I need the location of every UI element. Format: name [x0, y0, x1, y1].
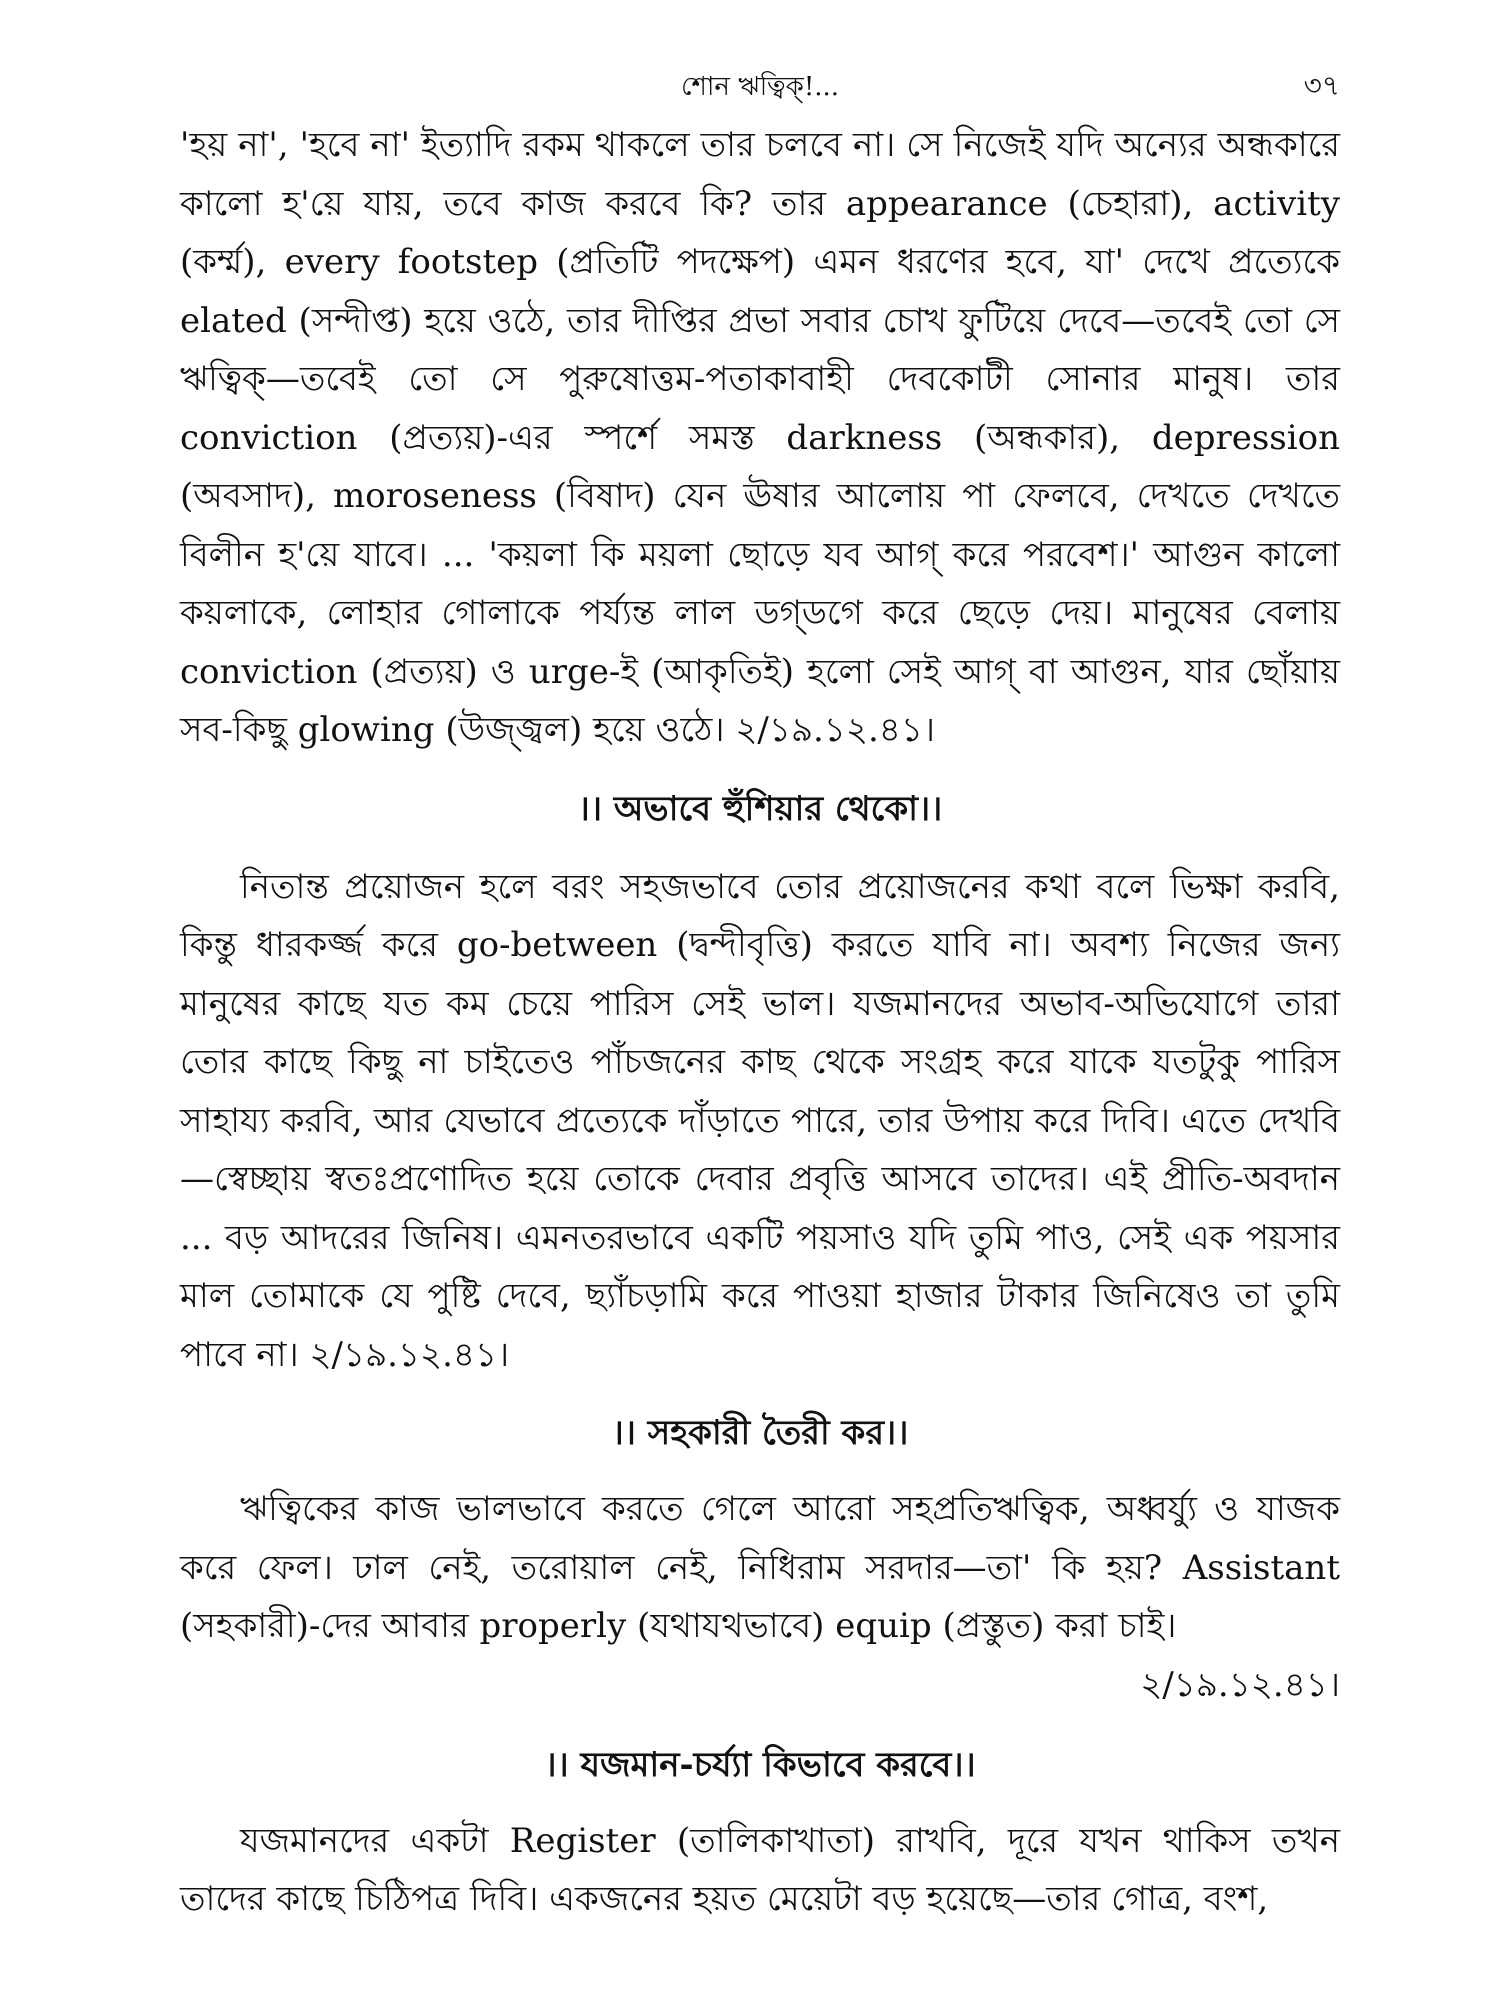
- section-heading-2: ।। সহকারী তৈরী কর।।: [611, 1413, 909, 1453]
- section-heading-1: ।। অভাবে হুঁশিয়ার থেকো।।: [577, 788, 943, 829]
- page-number: ৩৭: [1303, 69, 1340, 102]
- paragraph-3-date: ২/১৯.১২.৪১।: [1140, 1664, 1340, 1705]
- paragraph-4: যজমানদের একটা Register (তালিকাখাতা) রাখবি, দূরে যখন থাকিস তখন তাদের কাছে চিঠিপত্র দিবি। একজনের হয়ত মেয়েটা বড় হয়েছে—তার গোত্র, বংশ,: [180, 1820, 1340, 1919]
- running-title: শোন ঋত্বিক্!...: [680, 72, 840, 102]
- page-header: [180, 60, 1340, 116]
- paragraph-2: নিতান্ত প্রয়োজন হলে বরং সহজভাবে তোর প্রয়োজনের কথা বলে ভিক্ষা করবি, কিন্তু ধারকর্জ্জ করে go-between (দ্বন্দীবৃত্তি) করতে যাবি না। অবশ্য নিজের জন্য মানুষের কাছে যত কম চেয়ে পারিস সেই ভাল। যজমানদের অভাব-অভিযোগে তারা তোর কাছে কিছু না চাইতেও পাঁচজনের কাছ থেকে সংগ্রহ করে যাকে যতটুকু পারিস সাহায্য করবি, আর যেভাবে প্রত্যেকে দাঁড়াতে পারে, তার উপায় করে দিবি। এতে দেখবি—স্বেচ্ছায় স্বতঃপ্রণোদিত হয়ে তোকে দেবার প্রবৃত্তি আসবে তাদের। এই প্রীতি-অবদান ... বড় আদরের জিনিষ। এমনতরভাবে একটি পয়সাও যদি তুমি পাও, সেই এক পয়সার মাল তোমাকে যে পুষ্টি দেবে, ছ্যাঁচড়ামি করে পাওয়া হাজার টাকার জিনিষেও তা তুমি পাবে না। ২/১৯.১২.৪১।: [180, 866, 1340, 1375]
- section-heading-3: ।। যজমান-চর্য্যা কিভাবে করবে।।: [544, 1744, 976, 1785]
- book-page: [180, 60, 1340, 1929]
- paragraph-1: 'হয় না', 'হবে না' ইত্যাদি রকম থাকলে তার চলবে না। সে নিজেই যদি অন্যের অন্ধকারে কালো হ'য়ে যায়, তবে কাজ করবে কি? তার appearance (চেহারা), activity (কর্ম্ম), every footstep (প্রতিটি পদক্ষেপ) এমন ধরণের হবে, যা' দেখে প্রত্যেকে elated (সন্দীপ্ত) হয়ে ওঠে, তার দীপ্তির প্রভা সবার চোখ ফুটিয়ে দেবে—তবেই তো সে ঋত্বিক্—তবেই তো সে পুরুষোত্তম-পতাকাবাহী দেবকোটী সোনার মানুষ। তার conviction (প্রত্যয়)-এর স্পর্শে সমস্ত darkness (অন্ধকার), depression (অবসাদ), moroseness (বিষাদ) যেন ঊষার আলোয় পা ফেলবে, দেখতে দেখতে বিলীন হ'য়ে যাবে। ... 'কয়লা কি ময়লা ছোড়ে যব আগ্ করে পরবেশ।' আগুন কালো কয়লাকে, লোহার গোলাকে পর্য্যন্ত লাল ডগ্‌ডগে করে ছেড়ে দেয়। মানুষের বেলায় conviction (প্রত্যয়) ও urge-ই (আকৃতিই) হলো সেই আগ্ বা আগুন, যার ছোঁয়ায় সব-কিছু glowing (উজ্জ্বল) হয়ে ওঠে। ২/১৯.১২.৪১।: [180, 125, 1340, 750]
- paragraph-3: ঋত্বিকের কাজ ভালভাবে করতে গেলে আরো সহপ্রতিঋত্বিক, অধ্বর্য্যু ও যাজক করে ফেল। ঢাল নেই, তরোয়াল নেই, নিধিরাম সরদার—তা' কি হয়? Assistant (সহকারী)-দের আবার properly (যথাযথভাবে) equip (প্রস্তুত) করা চাই।: [180, 1489, 1340, 1646]
